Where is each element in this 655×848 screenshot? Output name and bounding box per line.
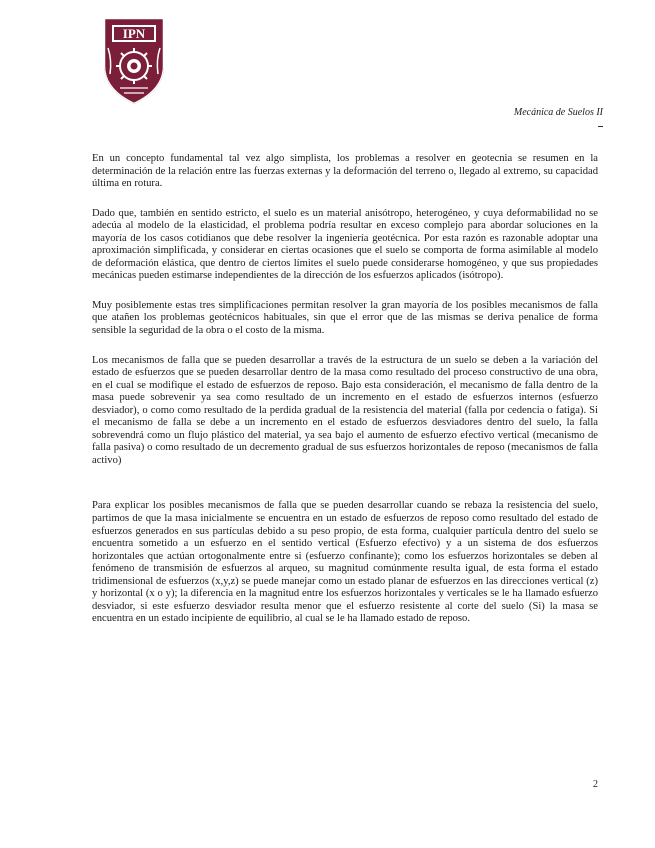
header-divider	[598, 126, 603, 127]
paragraph-anisotropy: Dado que, también en sentido estricto, el suelo es un material anisótropo, heterogéneo, y cuya deformabilidad no se adecúa al modelo de la elasticidad, el problema podría resultar en exceso complejo para abordar soluciones en la mayoría de los casos cotidianos que debe resolver la ingeniería geotécnica. Por esta razón es razonable adoptar una aproximación simplificada, y considerar en ciertas ocasiones que el suelo se comporta de forma asimilable al modelo de deformación elástica, que dentro de ciertos límites el suelo puede considerarse homogéneo, y que sus propiedades mecánicas pueden estimarse independientes de la dirección de los esfuerzos aplicados (isótropo).	[92, 207, 598, 282]
logo-lettering: IPN	[122, 26, 146, 41]
document-body	[92, 153, 598, 626]
document-header-title: Mecánica de Suelos II	[513, 107, 603, 118]
paragraph-failure-mechanisms: Los mecanismos de falla que se pueden desarrollar a través de la estructura de un suelo se deben a la variación del estado de esfuerzos que se pueden desarrollar dentro de la masa como resultado del proceso constructivo de una obra, en el cual se modifique el estado de esfuerzos de reposo. Bajo esta consideración, el mecanismo de falla dentro de la masa puede sobrevenir ya sea como resultado de un incremento en el estado de esfuerzos internos (esfuerzo desviador), o como como resultado de la perdida gradual de la resistencia del material (falla por cedencia o fatiga). Si el mecanismo de falla se debe a un incremento en el estado de esfuerzos desviadores dentro del suelo, la falla sobrevendrá como un flujo plástico del material, ya sea bajo el aumento de esfuerzo efectivo vertical (mecanismo de falla pasiva) o como resultado de un decremento gradual de sus esfuerzos horizontales de reposo (mecanismos de falla activo)	[92, 354, 598, 466]
paragraph-stress-state: Para explicar los posibles mecanismos de falla que se pueden desarrollar cuando se rebaza la resistencia del suelo, partimos de que la masa inicialmente se encuentra en un estado de esfuerzos de reposo como resultado del estado de esfuerzos generados en sus partículas debido a su peso propio, de esta forma, cualquier partícula dentro del suelo se encuentra sometido a un esfuerzo en el sentido vertical (Esfuerzo efectivo) y a un sistema de dos esfuerzos horizontales que actúan ortogonalmente entre si (esfuerzo confinante); como los esfuerzos horizontales se deben al fenómeno de transmisión de esfuerzos al arqueo, su magnitud comúnmente resulta igual, de esta forma el estado tridimensional de esfuerzos (x,y,z) se puede manejar como un estado planar de esfuerzos en las direcciones vertical (z) y horizontal (x o y); la diferencia en la magnitud entre los esfuerzos horizontales y verticales se le ha llamado esfuerzo desviador, si este esfuerzo desviador resulta menor que el esfuerzo resistente al corte del suelo (Si) la masa se encuentra en un estado incipiente de equilibrio, al cual se le ha llamado estado de reposo.	[92, 500, 598, 625]
ipn-logo	[98, 14, 170, 106]
paragraph-intro: En un concepto fundamental tal vez algo simplista, los problemas a resolver en geotecnia se resumen en la determinación de la relación entre las fuerzas externas y la deformación del terreno o, llegado al extremo, su capacidad última en rotura.	[92, 153, 598, 190]
page-number: 2	[593, 779, 598, 790]
paragraph-simplifications: Muy posiblemente estas tres simplificaciones permitan resolver la gran mayoría de los posibles mecanismos de falla que atañen los problemas geotécnicos habituales, sin que el error que de las mismas se deriva penalice de forma sensible la seguridad de la obra o el costo de la misma.	[92, 299, 598, 337]
